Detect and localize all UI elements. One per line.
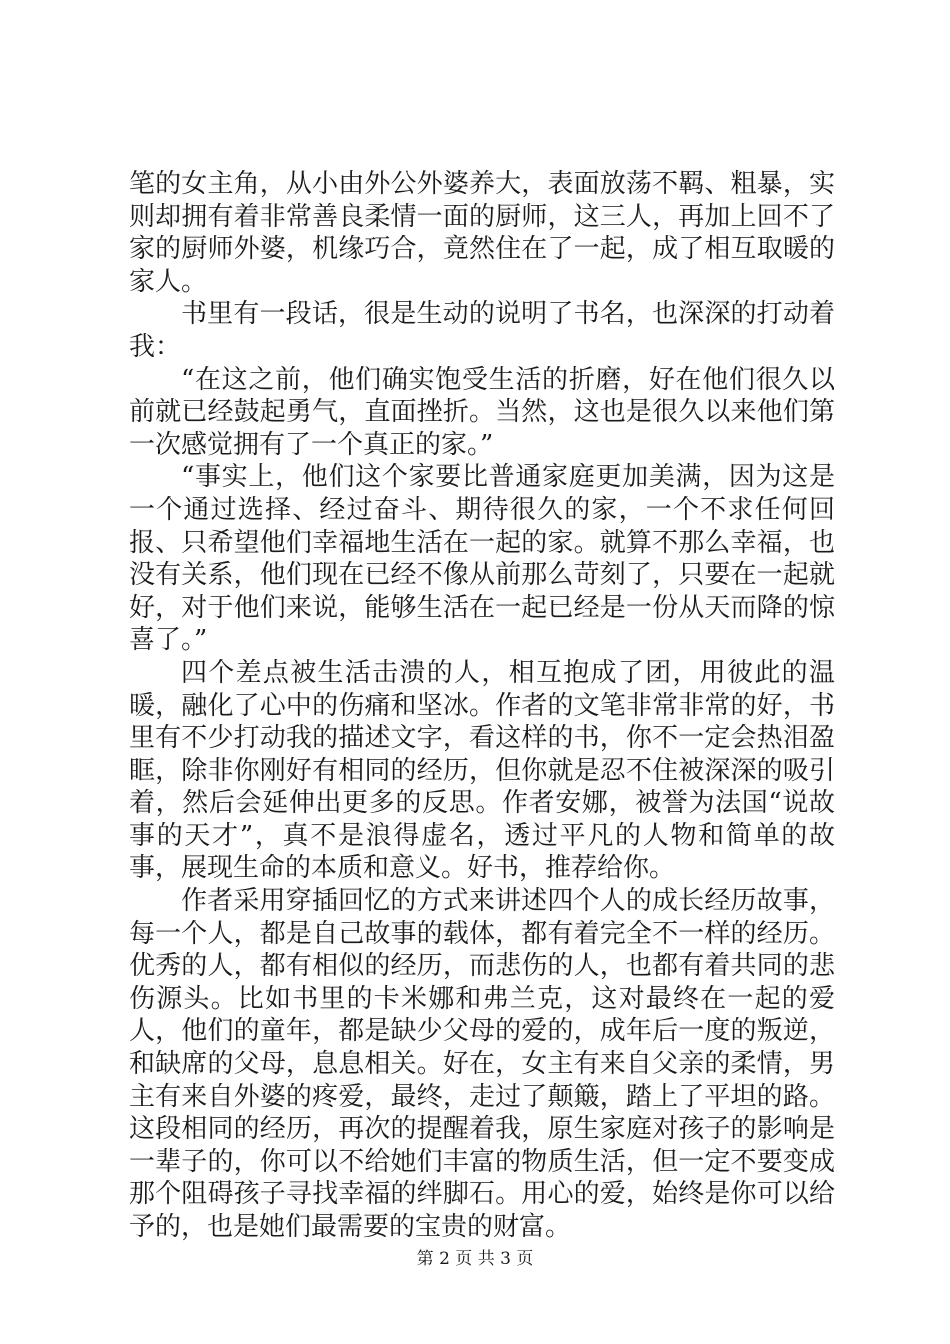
document-body xyxy=(129,168,835,1244)
paragraph-6: 作者采用穿插回忆的方式来讲述四个人的成长经历故事，每一个人，都是自己故事的载体，都有着完全不一样的经历。优秀的人，都有相似的经历，而悲伤的人，也都有着共同的悲伤源头。比如书里的卡米娜和弗兰克，这对最终在一起的爱人，他们的童年，都是缺少父母的爱的，成年后一度的叛逆，和缺席的父母，息息相关。好在，女主有来自父亲的柔情，男主有来自外婆的疼爱，最终，走过了颠簸，踏上了平坦的路。这段相同的经历，再次的提醒着我，原生家庭对孩子的影响是一辈子的，你可以不给她们丰富的物质生活，但一定不要变成那个阻碍孩子寻找幸福的绊脚石。用心的爱，始终是你可以给予的，也是她们最需要的宝贵的财富。 xyxy=(129,886,835,1242)
paragraph-5: 四个差点被生活击溃的人，相互抱成了团，用彼此的温暖，融化了心中的伤痛和坚冰。作者的文笔非常非常的好，书里有不少打动我的描述文字，看这样的书，你不一定会热泪盈眶，除非你刚好有相同的经历，但你就是忍不住被深深的吸引着，然后会延伸出更多的反思。作者安娜，被誉为法国“说故事的天才”，真不是浪得虚名，透过平凡的人物和简单的故事，展现生命的本质和意义。好书，推荐给你。 xyxy=(129,657,835,884)
paragraph-3-quote: “在这之前，他们确实饱受生活的折磨，好在他们很久以前就已经鼓起勇气，直面挫折。当然，这也是很久以来他们第一次感觉拥有了一个真正的家。” xyxy=(129,364,835,460)
paragraph-2: 书里有一段话，很是生动的说明了书名，也深深的打动着我： xyxy=(129,299,835,362)
paragraph-1: 笔的女主角，从小由外公外婆养大，表面放荡不羁、粗暴，实则却拥有着非常善良柔情一面的厨师，这三人，再加上回不了家的厨师外婆，机缘巧合，竟然住在了一起，成了相互取暖的家人。 xyxy=(129,169,835,297)
page-number-footer: 第 2 页 共 3 页 xyxy=(416,1249,534,1269)
paragraph-4-quote: “事实上，他们这个家要比普通家庭更加美满，因为这是一个通过选择、经过奋斗、期待很久的家，一个不求任何回报、只希望他们幸福地生活在一起的家。就算不那么幸福，也没有关系，他们现在已经不像从前那么苛刻了，只要在一起就好，对于他们来说，能够生活在一起已经是一份从天而降的惊喜了。” xyxy=(129,462,835,656)
